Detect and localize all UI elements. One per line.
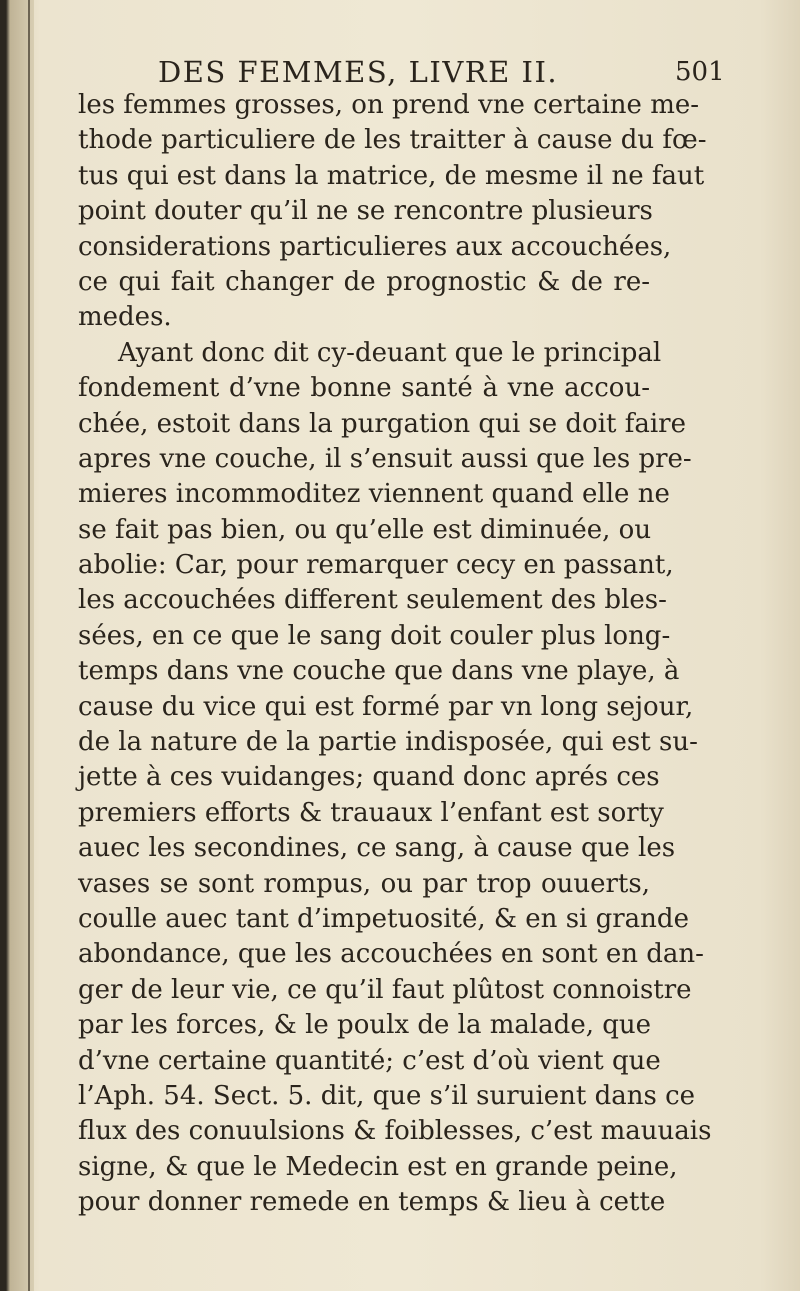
text-line: ce qui fait changer de prognostic & de re- — [78, 266, 650, 297]
text-line: chée, estoit dans la purgation qui se doit faire — [78, 408, 686, 439]
text-line: ger de leur vie, ce qu’il faut plûtost connoistre — [78, 974, 692, 1005]
text-line: abondance, que les accouchées en sont en dan- — [78, 939, 704, 970]
text-line: temps dans vne couche que dans vne playe, à — [78, 656, 680, 687]
running-head-title: DES FEMMES, LIVRE II. — [158, 55, 559, 89]
text-line: abolie: Car, pour remarquer cecy en passant, — [78, 550, 674, 581]
text-line: les femmes grosses, on prend vne certaine me- — [78, 90, 700, 120]
text-line: signe, & que le Medecin est en grande peine, — [78, 1151, 678, 1182]
text-line: cause du vice qui est formé par vn long sejour, — [78, 691, 694, 722]
text-line: les accouchées different seulement des bles- — [78, 585, 667, 616]
text-line: se fait pas bien, ou qu’elle est diminuée, ou — [78, 514, 652, 545]
text-line: apres vne couche, il s’ensuit aussi que les pre- — [78, 443, 692, 474]
text-line: vases se sont rompus, ou par trop ouuerts, — [78, 868, 650, 899]
text-line: Ayant donc dit cy-deuant que le principal — [118, 337, 662, 368]
body-text — [78, 88, 712, 1221]
text-line: thode particuliere de les traitter à cause du fœ- — [78, 125, 707, 156]
text-line: flux des conuulsions & foiblesses, c’est mauuais — [78, 1116, 712, 1147]
text-line: premiers efforts & trauaux l’enfant est sorty — [78, 797, 664, 828]
text-line: auec les secondines, ce sang, à cause que les — [78, 833, 676, 864]
text-line: mieres incommoditez viennent quand elle ne — [78, 479, 670, 510]
text-line: considerations particulieres aux accouchées, — [78, 231, 672, 262]
text-line: d’vne certaine quantité; c’est d’où vient que — [78, 1045, 661, 1076]
text-line: coulle auec tant d’impetuosité, & en si grande — [78, 903, 689, 934]
text-line: jette à ces vuidanges; quand donc aprés ces — [78, 762, 660, 793]
gutter-line — [28, 0, 30, 1291]
text-line: fondement d’vne bonne santé à vne accou- — [78, 373, 650, 404]
text-line: pour donner remede en temps & lieu à cette — [78, 1187, 666, 1218]
text-line: tus qui est dans la matrice, de mesme il ne faut — [78, 160, 705, 191]
text-line: sées, en ce que le sang doit couler plus long- — [78, 620, 671, 651]
text-line: par les forces, & le poulx de la malade, que — [78, 1010, 652, 1041]
text-line: point douter qu’il ne se rencontre plusieurs — [78, 196, 653, 227]
page-number: 501 — [675, 57, 725, 87]
text-line: de la nature de la partie indisposée, qui est su- — [78, 727, 698, 758]
text-line: medes. — [78, 302, 172, 333]
text-line: l’Aph. 54. Sect. 5. dit, que s’il suruient dans ce — [78, 1080, 696, 1111]
